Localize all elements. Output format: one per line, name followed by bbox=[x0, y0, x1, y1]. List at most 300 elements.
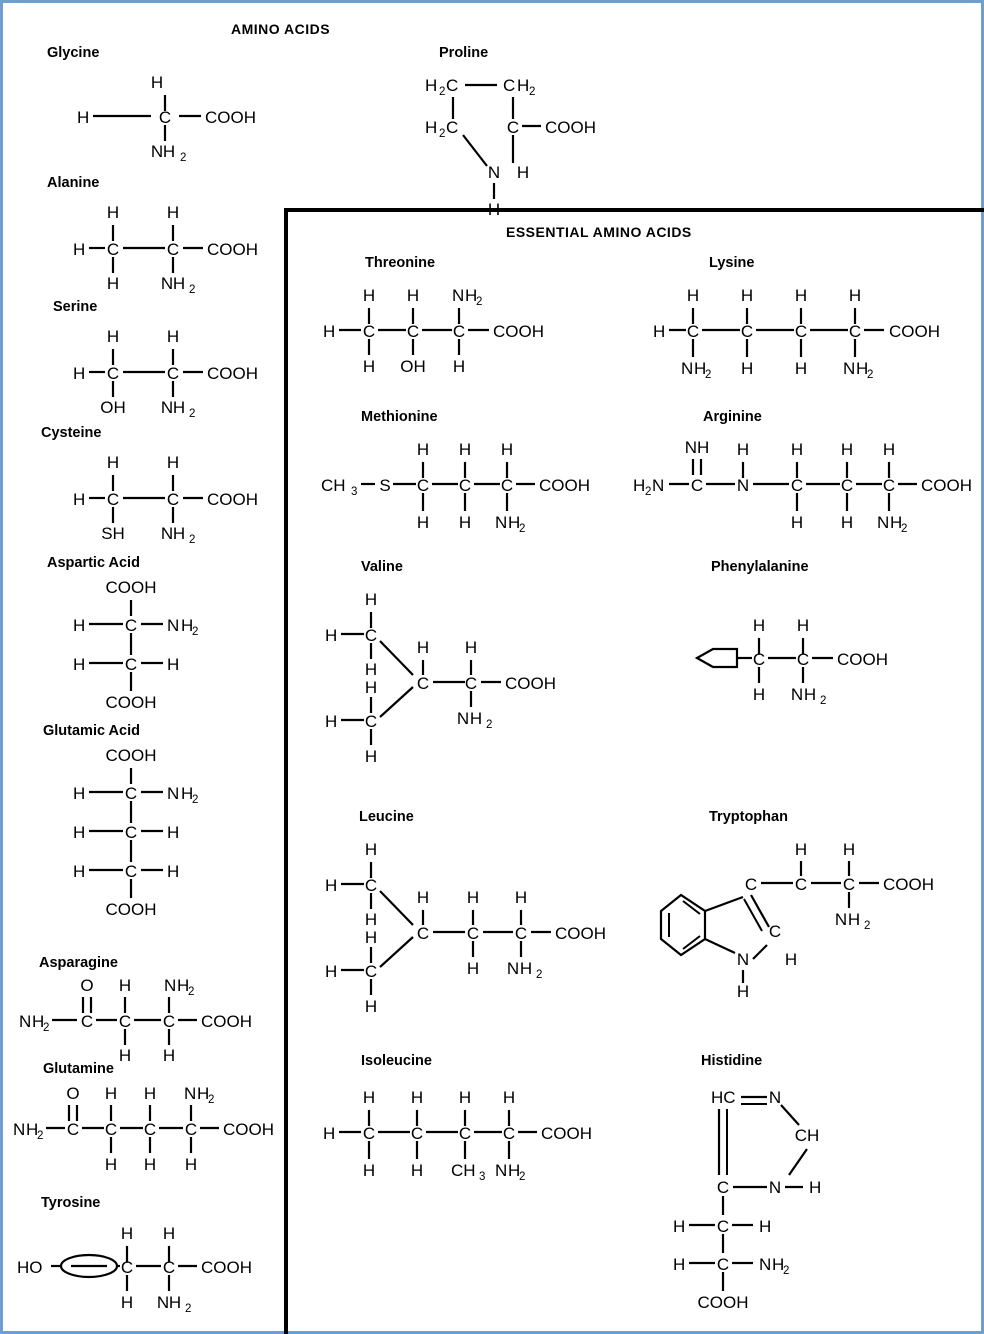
svg-text:C: C bbox=[500, 476, 514, 495]
label-methionine: Methionine bbox=[361, 409, 438, 425]
svg-text:C: C bbox=[166, 240, 180, 259]
structure-glutamine bbox=[11, 1075, 274, 1185]
svg-text:H: H bbox=[410, 1088, 424, 1107]
label-serine: Serine bbox=[53, 299, 98, 315]
svg-text:H: H bbox=[790, 513, 804, 532]
svg-text:H: H bbox=[120, 1293, 134, 1312]
svg-text:H: H bbox=[143, 1155, 157, 1174]
svg-text:2: 2 bbox=[519, 1171, 526, 1183]
svg-text:C: C bbox=[106, 490, 120, 509]
svg-text:C: C bbox=[446, 76, 459, 95]
svg-text:N: N bbox=[456, 709, 470, 728]
label-cysteine: Cysteine bbox=[41, 425, 102, 441]
svg-text:2: 2 bbox=[901, 523, 908, 535]
label-asparagine: Asparagine bbox=[39, 955, 118, 971]
svg-text:H: H bbox=[362, 1088, 376, 1107]
svg-text:N: N bbox=[164, 976, 177, 995]
svg-text:COOH: COOH bbox=[921, 476, 972, 495]
svg-text:C: C bbox=[106, 240, 120, 259]
svg-text:COOH: COOH bbox=[539, 476, 590, 495]
svg-text:H: H bbox=[325, 962, 338, 981]
label-threonine: Threonine bbox=[365, 255, 436, 271]
structure-methionine bbox=[313, 429, 603, 539]
structure-histidine bbox=[675, 1075, 925, 1315]
svg-text:H: H bbox=[162, 142, 176, 161]
svg-text:C: C bbox=[104, 1120, 118, 1139]
svg-text:C: C bbox=[364, 876, 378, 895]
svg-text:C: C bbox=[106, 364, 120, 383]
svg-text:H: H bbox=[794, 286, 808, 305]
svg-text:H: H bbox=[465, 286, 478, 305]
svg-text:H: H bbox=[487, 200, 501, 219]
svg-text:C: C bbox=[184, 1120, 198, 1139]
svg-text:H: H bbox=[104, 1084, 118, 1103]
svg-text:2: 2 bbox=[439, 128, 446, 140]
svg-text:N: N bbox=[736, 950, 750, 969]
svg-text:CH: CH bbox=[451, 1161, 476, 1180]
svg-text:C: C bbox=[364, 626, 378, 645]
svg-text:H: H bbox=[167, 823, 180, 842]
svg-text:H: H bbox=[364, 840, 378, 859]
svg-text:COOH: COOH bbox=[555, 924, 606, 943]
svg-text:H: H bbox=[464, 638, 478, 657]
svg-text:C: C bbox=[446, 118, 459, 137]
svg-text:H: H bbox=[840, 513, 854, 532]
svg-text:C: C bbox=[842, 875, 856, 894]
svg-text:N: N bbox=[843, 359, 856, 378]
svg-text:N: N bbox=[487, 163, 501, 182]
svg-text:H: H bbox=[177, 976, 190, 995]
svg-text:H: H bbox=[466, 959, 480, 978]
svg-text:H: H bbox=[181, 784, 194, 803]
svg-text:H: H bbox=[73, 364, 86, 383]
svg-text:C: C bbox=[406, 322, 420, 341]
svg-text:H: H bbox=[500, 440, 514, 459]
svg-text:C: C bbox=[362, 1124, 376, 1143]
svg-text:H: H bbox=[197, 1084, 210, 1103]
svg-text:C: C bbox=[790, 476, 804, 495]
svg-text:H: H bbox=[325, 626, 338, 645]
svg-text:COOH: COOH bbox=[541, 1124, 592, 1143]
svg-text:C: C bbox=[80, 1012, 94, 1031]
svg-text:H: H bbox=[416, 638, 430, 657]
page-title: AMINO ACIDS bbox=[231, 21, 331, 37]
svg-text:H: H bbox=[856, 359, 869, 378]
label-glycine: Glycine bbox=[47, 45, 100, 61]
svg-text:H: H bbox=[362, 357, 376, 376]
svg-text:H: H bbox=[772, 1255, 785, 1274]
svg-text:C: C bbox=[740, 322, 754, 341]
svg-text:C: C bbox=[514, 924, 528, 943]
svg-text:C: C bbox=[362, 322, 376, 341]
svg-text:2: 2 bbox=[188, 986, 195, 998]
svg-text:H: H bbox=[166, 453, 180, 472]
svg-text:C: C bbox=[840, 476, 854, 495]
svg-text:3: 3 bbox=[479, 1171, 486, 1183]
svg-text:C: C bbox=[162, 1258, 176, 1277]
section-title: ESSENTIAL AMINO ACIDS bbox=[506, 224, 692, 240]
svg-text:C: C bbox=[166, 490, 180, 509]
svg-text:C: C bbox=[716, 1217, 730, 1236]
svg-text:H: H bbox=[150, 73, 164, 92]
svg-text:H: H bbox=[673, 1255, 686, 1274]
svg-text:2: 2 bbox=[189, 534, 196, 546]
svg-text:H: H bbox=[416, 513, 430, 532]
svg-text:H: H bbox=[416, 888, 430, 907]
svg-text:H: H bbox=[73, 784, 86, 803]
svg-text:NH: NH bbox=[684, 438, 710, 457]
svg-text:COOH: COOH bbox=[545, 118, 596, 137]
svg-text:COOH: COOH bbox=[889, 322, 940, 341]
svg-text:H: H bbox=[104, 1155, 118, 1174]
structure-glutamic-acid bbox=[63, 741, 263, 931]
svg-text:H: H bbox=[519, 959, 533, 978]
svg-text:H: H bbox=[166, 203, 180, 222]
svg-text:N: N bbox=[495, 513, 508, 532]
svg-text:H: H bbox=[410, 1161, 424, 1180]
svg-text:C: C bbox=[364, 712, 378, 731]
svg-text:N: N bbox=[736, 476, 750, 495]
svg-text:2: 2 bbox=[180, 152, 187, 164]
structure-lysine bbox=[643, 275, 963, 385]
svg-text:C: C bbox=[882, 476, 896, 495]
svg-text:N: N bbox=[167, 616, 180, 635]
label-arginine: Arginine bbox=[703, 409, 762, 425]
label-aspartic-acid: Aspartic Acid bbox=[47, 555, 140, 571]
svg-text:C: C bbox=[466, 924, 480, 943]
svg-text:H: H bbox=[633, 476, 646, 495]
svg-text:C: C bbox=[848, 322, 862, 341]
svg-text:H: H bbox=[508, 513, 521, 532]
svg-text:S: S bbox=[379, 476, 391, 495]
svg-text:H: H bbox=[796, 616, 810, 635]
svg-text:N: N bbox=[13, 1120, 26, 1139]
svg-text:COOH: COOH bbox=[207, 240, 258, 259]
svg-text:C: C bbox=[716, 1255, 730, 1274]
svg-text:N: N bbox=[167, 784, 180, 803]
svg-text:COOH: COOH bbox=[223, 1120, 274, 1139]
svg-text:2: 2 bbox=[705, 369, 712, 381]
svg-text:C: C bbox=[458, 1124, 472, 1143]
svg-text:H: H bbox=[840, 440, 854, 459]
svg-text:COOH: COOH bbox=[201, 1012, 252, 1031]
svg-text:H: H bbox=[162, 1046, 176, 1065]
svg-text:H: H bbox=[469, 709, 483, 728]
svg-text:H: H bbox=[167, 655, 180, 674]
svg-text:H: H bbox=[181, 616, 194, 635]
svg-text:C: C bbox=[166, 364, 180, 383]
svg-text:COOH: COOH bbox=[697, 1293, 749, 1312]
svg-text:N: N bbox=[834, 910, 848, 929]
svg-text:N: N bbox=[506, 959, 520, 978]
label-leucine: Leucine bbox=[359, 809, 414, 825]
structure-aspartic-acid bbox=[63, 573, 263, 723]
svg-text:C: C bbox=[66, 1120, 80, 1139]
svg-text:H: H bbox=[653, 322, 666, 341]
svg-text:C: C bbox=[124, 655, 138, 674]
svg-text:C: C bbox=[794, 875, 808, 894]
svg-text:2: 2 bbox=[43, 1022, 50, 1034]
svg-text:H: H bbox=[686, 286, 700, 305]
label-lysine: Lysine bbox=[709, 255, 755, 271]
svg-text:H: H bbox=[794, 359, 808, 378]
label-isoleucine: Isoleucine bbox=[361, 1053, 432, 1069]
svg-text:C: C bbox=[796, 650, 810, 669]
svg-text:2: 2 bbox=[476, 296, 483, 308]
svg-text:H: H bbox=[416, 440, 430, 459]
svg-text:H: H bbox=[166, 327, 180, 346]
svg-text:H: H bbox=[77, 108, 90, 127]
structure-serine bbox=[63, 317, 263, 427]
svg-text:COOH: COOH bbox=[883, 875, 934, 894]
svg-text:C: C bbox=[502, 1124, 516, 1143]
svg-text:H: H bbox=[73, 655, 86, 674]
svg-text:H: H bbox=[847, 910, 861, 929]
svg-text:COOH: COOH bbox=[105, 693, 157, 712]
structure-alanine bbox=[63, 193, 263, 303]
svg-text:COOH: COOH bbox=[207, 364, 258, 383]
label-proline: Proline bbox=[439, 45, 489, 61]
label-glutamic-acid: Glutamic Acid bbox=[43, 723, 140, 739]
svg-text:2: 2 bbox=[536, 969, 543, 981]
svg-text:H: H bbox=[106, 203, 120, 222]
svg-text:H: H bbox=[106, 453, 120, 472]
svg-text:O: O bbox=[80, 976, 94, 995]
svg-text:N: N bbox=[790, 685, 804, 704]
svg-text:COOH: COOH bbox=[205, 108, 256, 127]
svg-text:N: N bbox=[160, 274, 174, 293]
svg-text:CH: CH bbox=[321, 476, 346, 495]
svg-text:COOH: COOH bbox=[105, 746, 157, 765]
svg-text:H: H bbox=[323, 322, 336, 341]
svg-text:C: C bbox=[124, 862, 138, 881]
svg-text:2: 2 bbox=[189, 284, 196, 296]
svg-text:N: N bbox=[160, 398, 174, 417]
svg-text:H: H bbox=[323, 1124, 336, 1143]
svg-text:N: N bbox=[452, 286, 465, 305]
svg-text:H: H bbox=[364, 928, 378, 947]
label-phenylalanine: Phenylalanine bbox=[711, 559, 809, 575]
svg-text:HO: HO bbox=[17, 1258, 43, 1277]
svg-text:COOH: COOH bbox=[505, 674, 556, 693]
svg-text:H: H bbox=[362, 1161, 376, 1180]
svg-text:H: H bbox=[673, 1217, 686, 1236]
label-alanine: Alanine bbox=[47, 175, 100, 191]
svg-text:H: H bbox=[364, 747, 378, 766]
svg-text:C: C bbox=[716, 1178, 730, 1197]
svg-text:2: 2 bbox=[439, 86, 446, 98]
structure-arginine bbox=[631, 429, 971, 539]
svg-text:H: H bbox=[882, 440, 896, 459]
svg-text:H: H bbox=[325, 876, 338, 895]
svg-text:C: C bbox=[410, 1124, 424, 1143]
svg-text:H: H bbox=[364, 678, 378, 697]
svg-text:N: N bbox=[184, 1084, 197, 1103]
svg-text:C: C bbox=[124, 784, 138, 803]
svg-text:H: H bbox=[143, 1084, 157, 1103]
svg-text:H: H bbox=[752, 685, 766, 704]
svg-text:N: N bbox=[495, 1161, 508, 1180]
svg-text:H: H bbox=[162, 1224, 176, 1243]
svg-text:C: C bbox=[416, 476, 430, 495]
svg-text:2: 2 bbox=[37, 1130, 44, 1142]
svg-text:N: N bbox=[768, 1178, 782, 1197]
structure-tryptophan bbox=[643, 835, 953, 1001]
svg-text:H: H bbox=[741, 359, 754, 378]
structure-valine bbox=[313, 579, 583, 769]
svg-text:H: H bbox=[794, 840, 808, 859]
svg-text:OH: OH bbox=[400, 357, 426, 376]
svg-text:N: N bbox=[19, 1012, 32, 1031]
structure-proline bbox=[401, 63, 641, 219]
svg-text:2: 2 bbox=[519, 523, 526, 535]
svg-text:H: H bbox=[184, 1155, 198, 1174]
svg-text:H: H bbox=[784, 950, 798, 969]
svg-text:N: N bbox=[877, 513, 890, 532]
svg-text:C: C bbox=[503, 76, 516, 95]
svg-text:H: H bbox=[452, 357, 466, 376]
svg-text:H: H bbox=[466, 888, 480, 907]
structure-threonine bbox=[313, 275, 553, 385]
svg-text:COOH: COOH bbox=[837, 650, 888, 669]
svg-text:H: H bbox=[752, 616, 766, 635]
svg-text:O: O bbox=[66, 1084, 80, 1103]
svg-text:2: 2 bbox=[645, 486, 652, 498]
svg-text:H: H bbox=[172, 274, 186, 293]
svg-text:3: 3 bbox=[351, 486, 358, 498]
svg-text:2: 2 bbox=[867, 369, 874, 381]
svg-text:2: 2 bbox=[185, 1303, 192, 1315]
svg-text:H: H bbox=[364, 910, 378, 929]
svg-text:C: C bbox=[162, 1012, 176, 1031]
svg-text:C: C bbox=[768, 922, 782, 941]
svg-text:COOH: COOH bbox=[493, 322, 544, 341]
svg-text:H: H bbox=[502, 1088, 516, 1107]
structure-cysteine bbox=[63, 443, 263, 553]
svg-text:C: C bbox=[364, 962, 378, 981]
svg-text:C: C bbox=[124, 616, 138, 635]
svg-text:C: C bbox=[506, 118, 520, 137]
svg-text:N: N bbox=[150, 142, 164, 161]
svg-text:HC: HC bbox=[711, 1088, 736, 1107]
svg-text:C: C bbox=[158, 108, 172, 127]
svg-text:H: H bbox=[106, 274, 120, 293]
svg-text:OH: OH bbox=[100, 398, 126, 417]
svg-text:H: H bbox=[458, 513, 472, 532]
svg-text:H: H bbox=[73, 240, 86, 259]
svg-text:C: C bbox=[416, 924, 430, 943]
svg-text:H: H bbox=[168, 1293, 182, 1312]
svg-text:H: H bbox=[514, 888, 528, 907]
svg-text:C: C bbox=[416, 674, 430, 693]
svg-text:H: H bbox=[118, 1046, 132, 1065]
structure-isoleucine bbox=[313, 1077, 603, 1197]
structure-glycine bbox=[63, 63, 256, 164]
svg-text:H: H bbox=[809, 1178, 822, 1197]
structure-asparagine bbox=[17, 969, 257, 1069]
label-tryptophan: Tryptophan bbox=[709, 809, 788, 825]
svg-text:H: H bbox=[842, 840, 856, 859]
svg-text:H: H bbox=[759, 1217, 772, 1236]
svg-text:H: H bbox=[425, 118, 438, 137]
svg-text:2: 2 bbox=[189, 408, 196, 420]
svg-text:H: H bbox=[26, 1120, 39, 1139]
svg-text:C: C bbox=[794, 322, 808, 341]
svg-text:C: C bbox=[464, 674, 478, 693]
svg-text:N: N bbox=[160, 524, 174, 543]
svg-text:H: H bbox=[736, 982, 750, 1001]
svg-text:H: H bbox=[364, 660, 378, 679]
svg-text:H: H bbox=[694, 359, 707, 378]
svg-text:H: H bbox=[516, 163, 530, 182]
svg-text:H: H bbox=[425, 76, 438, 95]
svg-text:H: H bbox=[325, 712, 338, 731]
svg-text:N: N bbox=[768, 1088, 782, 1107]
svg-text:C: C bbox=[118, 1012, 132, 1031]
svg-text:H: H bbox=[790, 440, 804, 459]
svg-text:H: H bbox=[32, 1012, 45, 1031]
svg-text:H: H bbox=[73, 616, 86, 635]
svg-text:H: H bbox=[73, 490, 86, 509]
svg-text:H: H bbox=[458, 440, 472, 459]
svg-text:COOH: COOH bbox=[201, 1258, 252, 1277]
svg-text:H: H bbox=[172, 398, 186, 417]
svg-text:COOH: COOH bbox=[105, 578, 157, 597]
svg-text:2: 2 bbox=[529, 86, 536, 98]
svg-text:C: C bbox=[143, 1120, 157, 1139]
svg-text:2: 2 bbox=[192, 626, 199, 638]
svg-text:C: C bbox=[120, 1258, 134, 1277]
svg-text:2: 2 bbox=[864, 920, 871, 932]
svg-text:H: H bbox=[172, 524, 186, 543]
svg-text:H: H bbox=[508, 1161, 521, 1180]
svg-text:H: H bbox=[120, 1224, 134, 1243]
svg-text:H: H bbox=[118, 976, 132, 995]
svg-text:N: N bbox=[652, 476, 665, 495]
svg-text:COOH: COOH bbox=[105, 900, 157, 919]
svg-text:H: H bbox=[736, 440, 750, 459]
svg-text:C: C bbox=[744, 875, 758, 894]
svg-text:C: C bbox=[752, 650, 766, 669]
svg-text:H: H bbox=[167, 862, 180, 881]
svg-text:C: C bbox=[452, 322, 466, 341]
svg-text:C: C bbox=[458, 476, 472, 495]
svg-text:2: 2 bbox=[192, 794, 199, 806]
svg-text:H: H bbox=[73, 823, 86, 842]
svg-text:H: H bbox=[458, 1088, 472, 1107]
svg-text:2: 2 bbox=[820, 695, 827, 707]
svg-text:SH: SH bbox=[101, 524, 125, 543]
svg-text:H: H bbox=[106, 327, 120, 346]
svg-text:H: H bbox=[890, 513, 903, 532]
svg-text:H: H bbox=[73, 862, 86, 881]
structure-leucine bbox=[313, 829, 606, 1019]
svg-text:N: N bbox=[759, 1255, 772, 1274]
svg-text:C: C bbox=[124, 823, 138, 842]
svg-text:N: N bbox=[681, 359, 694, 378]
svg-text:H: H bbox=[362, 286, 376, 305]
svg-text:H: H bbox=[803, 685, 817, 704]
svg-text:H: H bbox=[364, 997, 378, 1016]
svg-text:N: N bbox=[156, 1293, 170, 1312]
svg-text:H: H bbox=[406, 286, 420, 305]
structure-tyrosine bbox=[13, 1211, 253, 1331]
structure-phenylalanine bbox=[693, 603, 913, 713]
svg-text:H: H bbox=[848, 286, 862, 305]
svg-text:COOH: COOH bbox=[207, 490, 258, 509]
svg-text:2: 2 bbox=[208, 1094, 215, 1106]
svg-text:CH: CH bbox=[794, 1126, 820, 1145]
